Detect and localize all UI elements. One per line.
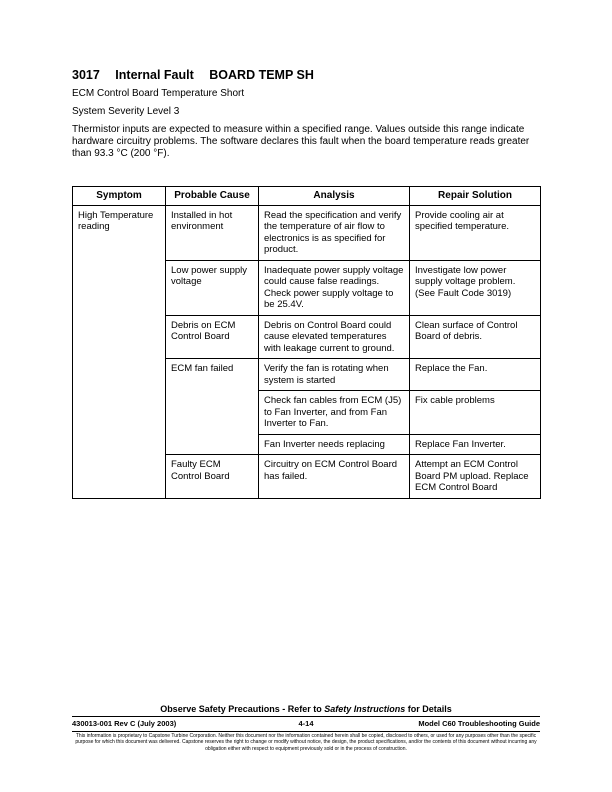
header-symptom: Symptom: [73, 187, 166, 206]
analysis-cell: Verify the fan is rotating when system is started: [259, 359, 410, 391]
repair-cell: Provide cooling air at specified temperature.: [410, 205, 541, 260]
cause-cell: Debris on ECM Control Board: [166, 315, 259, 359]
fault-code: 3017: [72, 68, 100, 82]
repair-cell: Replace the Fan.: [410, 359, 541, 391]
footer-divider: [72, 716, 540, 717]
fault-type: Internal Fault: [115, 68, 194, 82]
fault-name: BOARD TEMP SH: [209, 68, 314, 82]
analysis-cell: Check fan cables from ECM (J5) to Fan Inverter, and from Fan Inverter to Fan.: [259, 391, 410, 435]
cause-cell: Installed in hot environment: [166, 205, 259, 260]
safety-caution: [0, 704, 612, 714]
repair-cell: Investigate low power supply voltage problem. (See Fault Code 3019): [410, 260, 541, 315]
analysis-cell: Debris on Control Board could cause elevated temperatures with leakage current to ground.: [259, 315, 410, 359]
troubleshooting-table: [72, 186, 541, 499]
analysis-cell: Circuitry on ECM Control Board has failed.: [259, 455, 410, 499]
header-analysis: Analysis: [259, 187, 410, 206]
analysis-cell: Read the specification and verify the temperature of air flow to electronics is as specified for product.: [259, 205, 410, 260]
fault-description: Thermistor inputs are expected to measure within a specified range. Values outside this range indicate hardware circuitry problems. The software declares this fault when the board temperature reads greater than 93.3 °C (200 °F).: [72, 124, 530, 159]
repair-cell: Clean surface of Control Board of debris.: [410, 315, 541, 359]
proprietary-disclaimer: This information is proprietary to Capstone Turbine Corporation. Neither this document nor the information contained herein shall be copied, disclosed to others, or used for any purposes other than the specific purpose for which this document was delivered. Capstone reserves the right to change or modify without notice, the design, the product specifications, and/or the contents of this document without incurring any obligation either with respect to equipment previously sold or in the process of construction.: [75, 733, 537, 752]
analysis-cell: Fan Inverter needs replacing: [259, 434, 410, 455]
severity-level: System Severity Level 3: [72, 106, 180, 117]
manual-title: Model C60 Troubleshooting Guide: [418, 719, 540, 728]
repair-cell: Attempt an ECM Control Board PM upload. Replace ECM Control Board: [410, 455, 541, 499]
document-number: 430013-001 Rev C (July 2003): [72, 719, 177, 728]
caution-prefix: Observe Safety Precautions - Refer to: [160, 704, 325, 714]
repair-cell: Fix cable problems: [410, 391, 541, 435]
caution-suffix: for Details: [405, 704, 452, 714]
caution-emphasis: Safety Instructions: [324, 704, 406, 714]
cause-cell: Faulty ECM Control Board: [166, 455, 259, 499]
header-repair-solution: Repair Solution: [410, 187, 541, 206]
symptom-cell: High Temperature reading: [73, 205, 166, 498]
table-header-row: [73, 187, 541, 206]
cause-cell: Low power supply voltage: [166, 260, 259, 315]
footer-divider-2: [72, 731, 540, 732]
table-row: [73, 205, 541, 260]
fault-subtitle: ECM Control Board Temperature Short: [72, 88, 245, 99]
repair-cell: Replace Fan Inverter.: [410, 434, 541, 455]
cause-cell: ECM fan failed: [166, 359, 259, 455]
analysis-cell: Inadequate power supply voltage could cause false readings. Check power supply voltage to be 25.4V.: [259, 260, 410, 315]
footer-info: [72, 719, 540, 729]
header-probable-cause: Probable Cause: [166, 187, 259, 206]
page-number: 4-14: [298, 719, 314, 728]
fault-heading: [72, 68, 314, 82]
